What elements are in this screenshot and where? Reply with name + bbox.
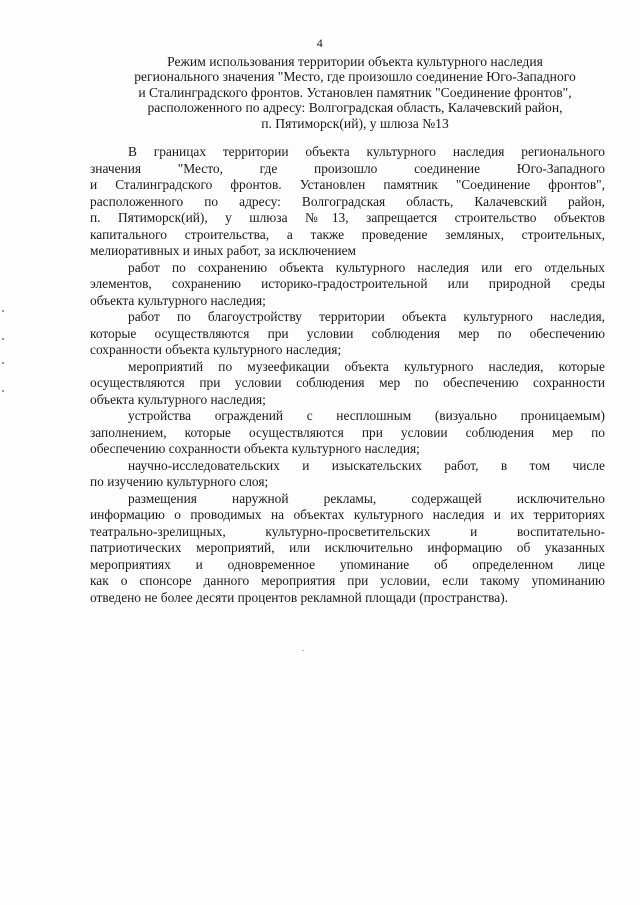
text-line: мероприятиях и одновременное упоминание об определенном лице: [90, 556, 605, 572]
text-line: устройства ограждений с несплошным (визуально проницаемым): [128, 408, 605, 423]
text-line: осуществляются при условии соблюдения мер по обеспечению сохранности: [90, 375, 605, 390]
text-line: В границах территории объекта культурного наследия регионального: [128, 144, 605, 159]
text-line: которые осуществляются при условии соблюдения мер по обеспечению: [90, 325, 605, 341]
text-line: капитального строительства, а также проведение земляных, строительных,: [90, 226, 605, 242]
scan-speck: [302, 650, 304, 651]
text-line: расположенного по адресу: Волгоградская область, Калачевский район,: [90, 193, 605, 209]
paragraph-preservation-works: [90, 260, 605, 310]
text-line: патриотических мероприятий, или исключительно информацию об указанных: [90, 540, 605, 555]
text-line: объекта культурного наследия;: [90, 292, 266, 308]
text-line: значения "Место, где произошло соединение Юго-Западного: [90, 160, 605, 176]
paragraph-landscaping-works: [90, 309, 605, 359]
text-line: по изучению культурного слоя;: [90, 474, 269, 489]
text-line: работ по сохранению объекта культурного наследия или его отдельных: [128, 259, 605, 275]
title-line: и Сталинградского фронтов. Установлен памятник "Соединение фронтов",: [138, 84, 572, 100]
text-line: п. Пятиморск(ий), у шлюза №13, запрещается строительство объектов: [90, 210, 605, 225]
text-line: объекта культурного наследия;: [90, 391, 266, 407]
title-line: п. Пятиморск(ий), у шлюза №13: [261, 115, 449, 131]
text-line: работ по благоустройству территории объекта культурного наследия,: [128, 309, 605, 324]
title-line: расположенного по адресу: Волгоградская область, Калачевский район,: [147, 100, 563, 116]
text-line: и Сталинградского фронтов. Установлен памятник "Соединение фронтов",: [90, 177, 605, 192]
text-line: обеспечению сохранности объекта культурного наследия;: [90, 441, 420, 456]
document-title: [95, 54, 615, 131]
page-number: 4: [316, 36, 324, 50]
paragraph-fencing: [90, 408, 605, 458]
text-line: научно-исследовательских и изыскательских работ, в том числе: [128, 457, 605, 473]
text-line: элементов, сохранению историко-градостроительной или природной среды: [90, 276, 605, 291]
paragraph-museumification: [90, 359, 605, 409]
text-line: мероприятий по музеефикации объекта культурного наследия, которые: [128, 358, 605, 374]
title-line: Режим использования территории объекта культурного наследия: [167, 54, 543, 69]
text-line: сохранности объекта культурного наследия;: [90, 342, 342, 357]
text-line: как о спонсоре данного мероприятия при условии, если такому упоминанию: [90, 573, 605, 588]
text-line: заполнением, которые осуществляются при условии соблюдения мер по: [90, 424, 605, 440]
text-line: размещения наружной рекламы, содержащей исключительно: [128, 490, 605, 506]
paragraph-advertising: [90, 491, 605, 607]
paragraph-intro: [90, 144, 605, 260]
document-body: [90, 144, 605, 606]
title-line: регионального значения "Место, где произошло соединение Юго-Западного: [134, 69, 576, 85]
text-line: мелиоративных и иных работ, за исключением: [90, 243, 356, 258]
paragraph-research-works: [90, 458, 605, 491]
text-line: отведено не более десяти процентов рекламной площади (пространства).: [90, 589, 509, 605]
text-line: театрально-зрелищных, культурно-просветительских и воспитательно-: [90, 523, 605, 539]
scan-margin-marks: [2, 300, 6, 410]
text-line: информацию о проводимых на объектах культурного наследия и их территориях: [90, 507, 605, 522]
